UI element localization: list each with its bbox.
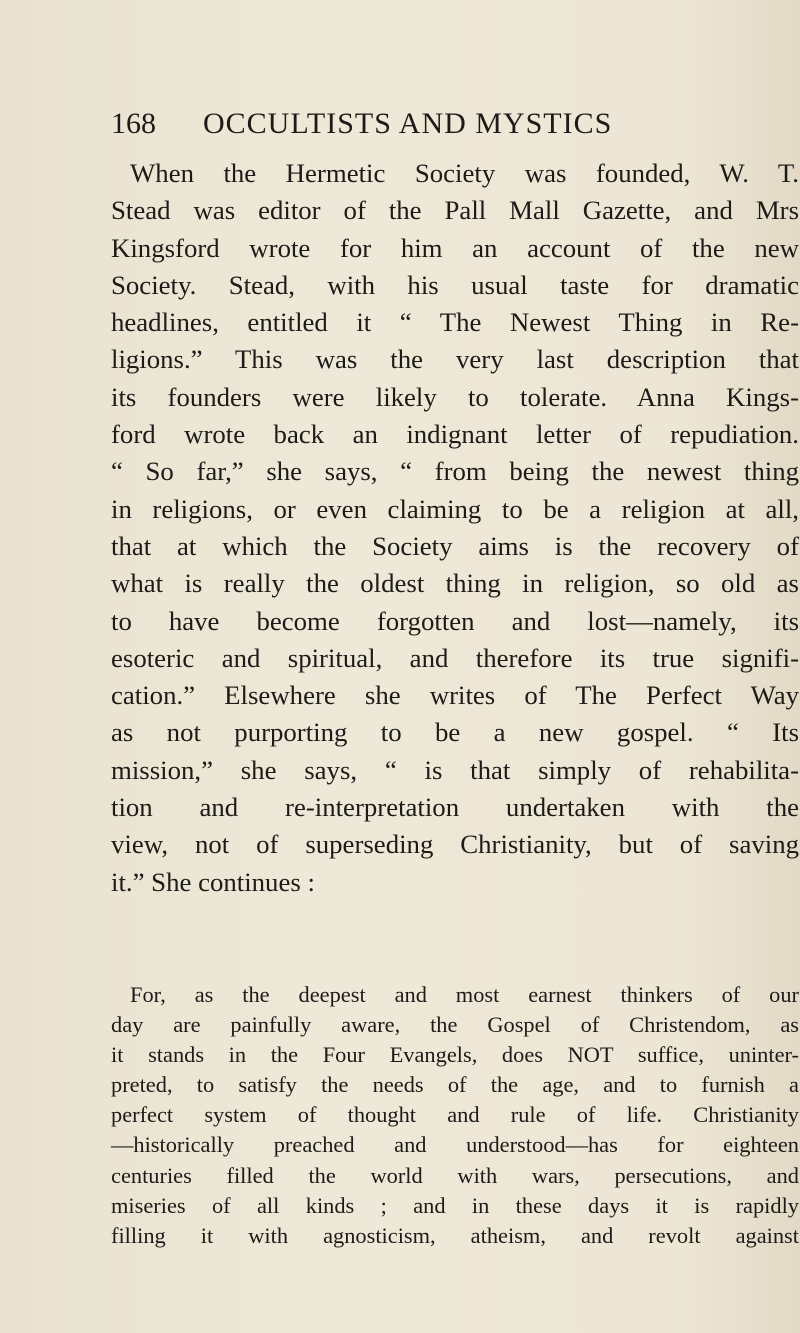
text-line: to have become forgotten and lost—namely, its: [111, 605, 799, 636]
text-line: esoteric and spiritual, and therefore its true signifi-: [111, 642, 799, 673]
text-line: headlines, entitled it “ The Newest Thing in Re-: [111, 307, 799, 338]
body-paragraph: [111, 155, 799, 901]
page-number: 168: [111, 107, 156, 140]
quote-line: it stands in the Four Evangels, does NOT suffice, uninter-: [111, 1042, 799, 1068]
text-line: tion and re-interpretation undertaken with the: [111, 792, 799, 823]
text-line: its founders were likely to tolerate. Anna Kings-: [111, 381, 799, 412]
text-line: that at which the Society aims is the recovery of: [111, 530, 799, 561]
quote-line: miseries of all kinds ; and in these days it is rapidly: [111, 1192, 799, 1218]
text-line: ford wrote back an indignant letter of repudiation.: [111, 419, 799, 450]
quote-line: perfect system of thought and rule of life. Christianity: [111, 1102, 799, 1128]
text-line: in religions, or even claiming to be a religion at all,: [111, 493, 799, 524]
text-line: cation.” Elsewhere she writes of The Perfect Way: [111, 680, 799, 711]
running-title: OCCULTISTS AND MYSTICS: [203, 107, 613, 140]
text-line: Stead was editor of the Pall Mall Gazette, and Mrs: [111, 195, 799, 226]
text-line: ligions.” This was the very last description that: [111, 344, 799, 375]
text-line: Kingsford wrote for him an account of the new: [111, 232, 799, 263]
text-line: what is really the oldest thing in religion, so old as: [111, 568, 799, 599]
quote-line: filling it with agnosticism, atheism, and revolt against: [111, 1222, 799, 1248]
text-line: mission,” she says, “ is that simply of rehabilita-: [111, 754, 799, 785]
block-quote: [111, 980, 799, 1251]
quote-line: For, as the deepest and most earnest thinkers of our: [130, 982, 799, 1007]
quote-line: day are painfully aware, the Gospel of Christendom, as: [111, 1012, 799, 1038]
quote-line: centuries filled the world with wars, persecutions, and: [111, 1162, 799, 1188]
text-line: as not purporting to be a new gospel. “ Its: [111, 717, 799, 748]
running-head: [111, 104, 800, 144]
text-line: view, not of superseding Christianity, but of saving: [111, 829, 799, 860]
quote-line: —historically preached and understood—has for eighteen: [111, 1132, 799, 1158]
quote-line: preted, to satisfy the needs of the age, and to furnish a: [111, 1072, 799, 1098]
text-line: “ So far,” she says, “ from being the newest thing: [111, 456, 799, 487]
text-line: When the Hermetic Society was founded, W. T.: [130, 158, 799, 188]
text-line: it.” She continues :: [111, 866, 315, 897]
text-line: Society. Stead, with his usual taste for dramatic: [111, 269, 799, 300]
